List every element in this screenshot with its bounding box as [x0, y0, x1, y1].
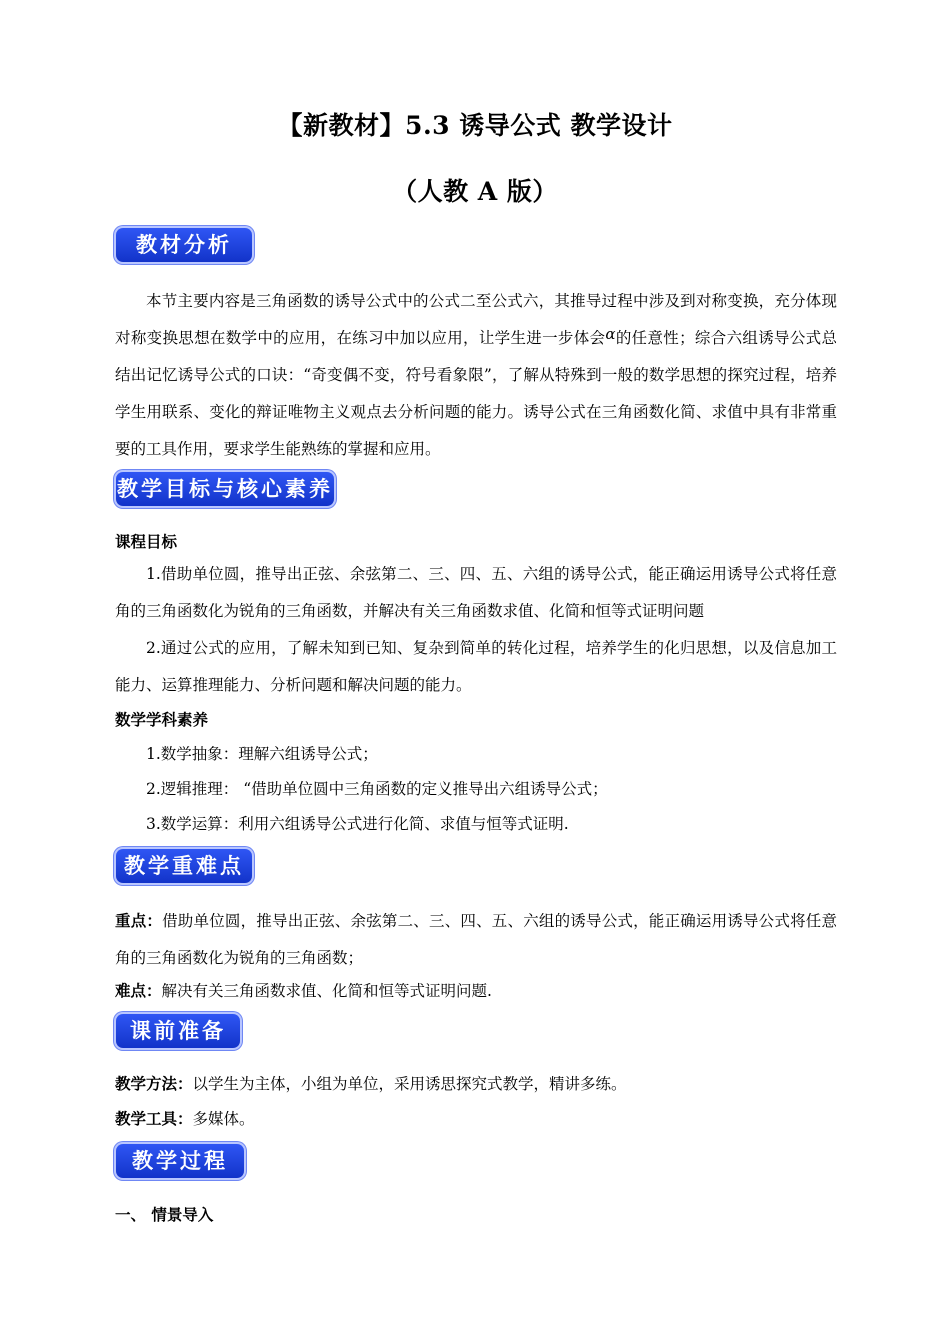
document-subtitle: （人教 A 版）	[392, 177, 558, 206]
teaching-method-text: 以学生为主体，小组为单位，采用诱思探究式教学，精讲多练。	[192, 1075, 627, 1093]
teaching-method	[115, 1072, 837, 1096]
course-goal-item: 2.通过公式的应用，了解未知到已知、复杂到简单的转化过程，培养学生的化归思想，以及信息加工能力、运算推理能力、分析问题和解决问题的能力。	[115, 639, 837, 694]
teaching-tool-label: 教学工具：	[115, 1109, 193, 1128]
math-literacy-heading: 数学学科素养	[115, 710, 209, 729]
course-goals-heading: 课程目标	[115, 532, 178, 551]
teaching-tool-text: 多媒体。	[192, 1110, 255, 1128]
teaching-method-label: 教学方法：	[115, 1074, 193, 1093]
difficult-point-label: 难点：	[115, 981, 162, 1000]
literacy-item: 1.数学抽象：理解六组诱导公式；	[146, 745, 378, 763]
key-point-text: 借助单位圆，推导出正弦、余弦第二、三、四、五、六组的诱导公式，能正确运用诱导公式将任意角的三角函数化为锐角的三角函数；	[115, 912, 837, 967]
analysis-text-part2: 的任意性；综合六组诱导公式总结出记忆诱导公式的口诀：“奇变偶不变，符号看象限”，了解从特殊到一般的数学思想的探究过程，培养学生用联系、变化的辩证唯物主义观点去分析问题的能力。诱导公式在三角函数化简、求值中具有非常重要的工具作用，要求学生能熟练的掌握和应用。	[115, 329, 837, 458]
section-badge-process: 教学过程	[116, 1144, 244, 1178]
section-badge-keypoints: 教学重难点	[116, 849, 252, 883]
literacy-item: 3.数学运算：利用六组诱导公式进行化简、求值与恒等式证明.	[146, 815, 569, 833]
difficult-point-text: 解决有关三角函数求值、化简和恒等式证明问题.	[161, 982, 492, 1000]
course-goal-item: 1.借助单位圆，推导出正弦、余弦第二、三、四、五、六组的诱导公式，能正确运用诱导公式将任意角的三角函数化为锐角的三角函数，并解决有关三角函数求值、化简和恒等式证明问题	[115, 565, 837, 620]
process-first-heading: 一、 情景导入	[115, 1205, 214, 1224]
literacy-item: 2.逻辑推理： “借助单位圆中三角函数的定义推导出六组诱导公式；	[146, 780, 608, 798]
section-badge-goals: 教学目标与核心素养	[116, 472, 334, 506]
document-title: 【新教材】5.3 诱导公式 教学设计	[277, 111, 673, 140]
key-point	[115, 902, 837, 977]
alpha-symbol: α	[605, 325, 616, 343]
key-point-label: 重点：	[115, 911, 163, 930]
section-badge-analysis: 教材分析	[116, 228, 252, 262]
analysis-paragraph	[115, 283, 837, 468]
difficult-point	[115, 979, 837, 1003]
analysis-text-part1: 本节主要内容是三角函数的诱导公式中的公式二至公式六，其推导过程中涉及到对称变换，充分体现对称变换思想在数学中的应用，在练习中加以应用，让学生进一步体会	[115, 292, 837, 347]
teaching-tool	[115, 1107, 837, 1131]
section-badge-prep: 课前准备	[116, 1014, 240, 1048]
